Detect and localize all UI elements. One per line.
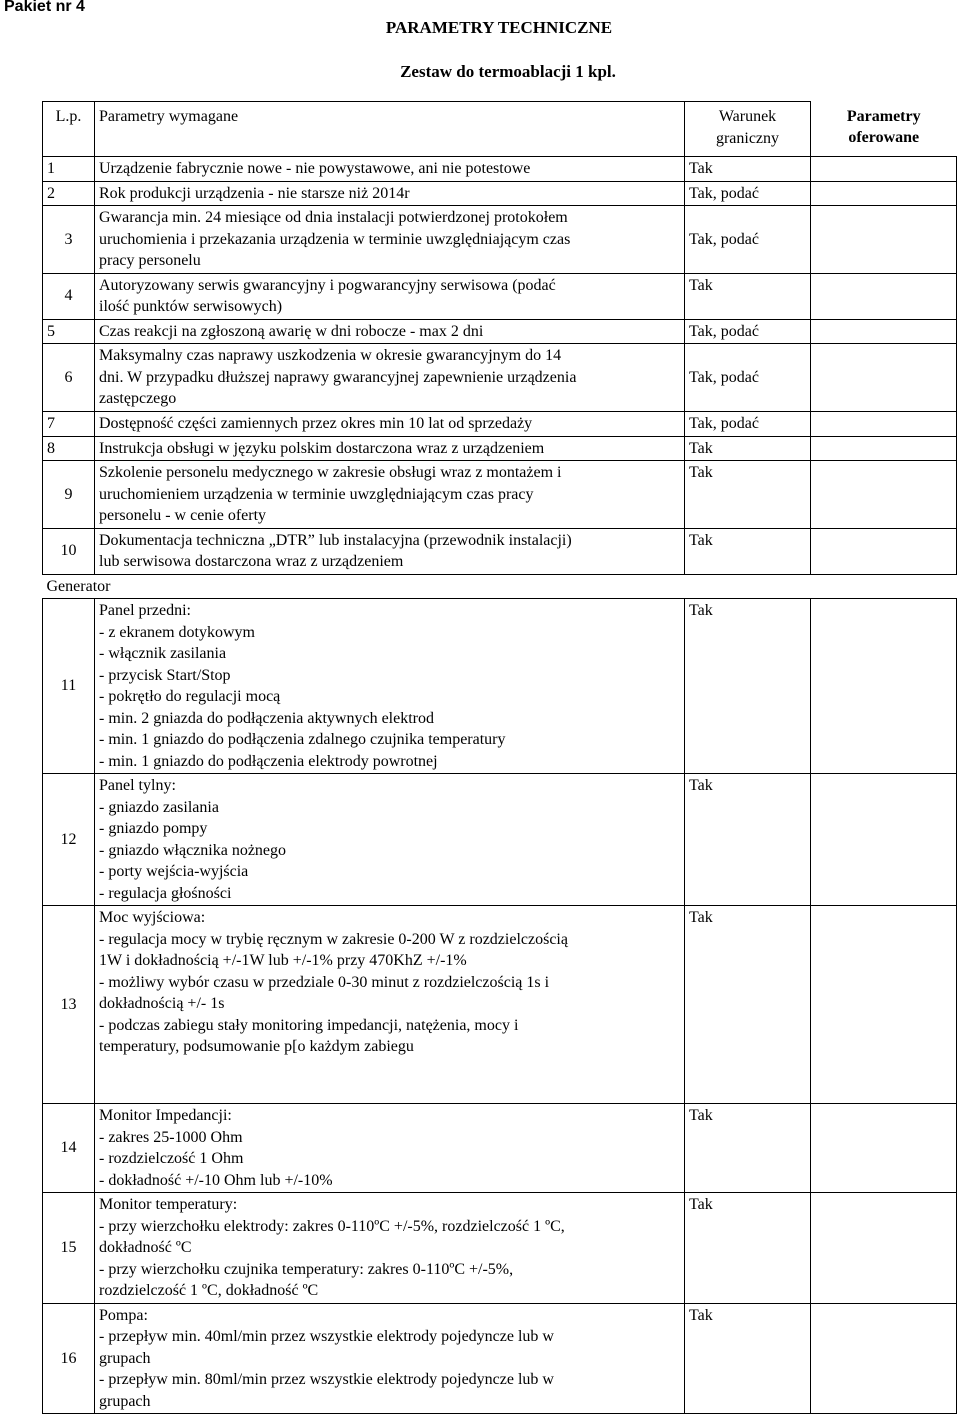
table-row: [43, 461, 957, 529]
parameter-line: Panel przedni:: [99, 602, 191, 619]
row-condition: Tak: [685, 461, 811, 529]
table-row: [43, 319, 957, 344]
row-parameter-text: [95, 774, 685, 906]
header-offered: Parametry oferowane: [811, 102, 957, 157]
header-params: Parametry wymagane: [95, 102, 685, 157]
row-parameter-text: [95, 157, 685, 182]
row-parameter-text: [95, 206, 685, 274]
row-offered[interactable]: [811, 273, 957, 319]
parameter-line: Monitor temperatury:: [99, 1196, 238, 1213]
parameter-line: - min. 2 gniazda do podłączenia aktywnych elektrod: [99, 709, 434, 727]
table-row: [43, 157, 957, 182]
row-number: 2: [43, 181, 95, 206]
section-row-generator: [43, 574, 957, 599]
row-parameter-text: [95, 181, 685, 206]
row-parameter-text: [95, 599, 685, 774]
row-number: 12: [43, 774, 95, 906]
row-number: 5: [43, 319, 95, 344]
row-parameter-text: [95, 412, 685, 437]
parameter-line: uruchomienia i przekazania urządzenia w terminie uwzględniającym czas: [99, 230, 571, 248]
parameter-line: Monitor Impedancji:: [99, 1107, 232, 1124]
row-condition: Tak, podać: [685, 344, 811, 412]
row-condition: Tak: [685, 774, 811, 906]
row-condition: Tak: [685, 906, 811, 1104]
table-row: [43, 599, 957, 774]
row-parameter-text: [95, 1303, 685, 1414]
parameter-line: - przepływ min. 80ml/min przez wszystkie elektrody pojedyncze lub w: [99, 1371, 554, 1388]
table-row: [43, 412, 957, 437]
table-row: [43, 181, 957, 206]
row-number: 16: [43, 1303, 95, 1414]
row-condition: Tak, podać: [685, 181, 811, 206]
parameter-line: dni. W przypadku dłuższej naprawy gwarancyjnej zapewnienie urządzenia: [99, 368, 577, 386]
row-number: 13: [43, 906, 95, 1104]
row-condition: Tak, podać: [685, 206, 811, 274]
parameters-table: [42, 101, 957, 1414]
parameter-line: - rozdzielczość 1 Ohm: [99, 1150, 244, 1167]
parameter-line: dokładność ºC: [99, 1239, 192, 1256]
parameter-line: Urządzenie fabrycznie nowe - nie powystawowe, ani nie potestowe: [99, 160, 531, 177]
parameter-line: Dostępność części zamiennych przez okres min 10 lat od sprzedaży: [99, 415, 533, 432]
parameter-line: Panel tylny:: [99, 777, 176, 794]
parameter-line: - przepływ min. 40ml/min przez wszystkie elektrody pojedyncze lub w: [99, 1328, 554, 1345]
parameter-line: pracy personelu: [99, 252, 201, 269]
row-number: 15: [43, 1193, 95, 1304]
parameter-line: ilość punktów serwisowych): [99, 298, 283, 315]
table-row: [43, 273, 957, 319]
page-title: PARAMETRY TECHNICZNE: [385, 18, 613, 37]
row-offered[interactable]: [811, 436, 957, 461]
row-offered[interactable]: [811, 774, 957, 906]
package-label: Pakiet nr 4: [4, 0, 85, 15]
parameter-line: - podczas zabiegu stały monitoring impedancji, natężenia, mocy i: [99, 1016, 519, 1034]
parameter-line: zastępczego: [99, 390, 177, 407]
parameter-line: - regulacja głośności: [99, 884, 232, 902]
parameter-line: Pompa:: [99, 1306, 148, 1324]
row-number: 10: [43, 528, 95, 574]
parameter-line: - dokładność +/-10 Ohm lub +/-10%: [99, 1171, 333, 1189]
parameter-line: - przy wierzchołku elektrody: zakres 0-110ºC +/-5%, rozdzielczość 1 ºC,: [99, 1217, 565, 1235]
parameter-line: grupach: [99, 1392, 151, 1410]
parameter-line: grupach: [99, 1349, 151, 1367]
row-condition: Tak: [685, 1104, 811, 1193]
parameter-line: - przy wierzchołku czujnika temperatury: zakres 0-110ºC +/-5%,: [99, 1260, 514, 1278]
row-number: 3: [43, 206, 95, 274]
parameter-line: Autoryzowany serwis gwarancyjny i pogwarancyjny serwisowa (podać: [99, 276, 556, 294]
parameter-line: - przycisk Start/Stop: [99, 666, 231, 684]
row-offered[interactable]: [811, 528, 957, 574]
row-parameter-text: [95, 1193, 685, 1304]
table-row: [43, 774, 957, 906]
row-parameter-text: [95, 273, 685, 319]
parameter-line: - min. 1 gniazdo do podłączenia elektrody powrotnej: [99, 752, 438, 770]
row-number: 7: [43, 412, 95, 437]
table-row: [43, 436, 957, 461]
parameter-line: - regulacja mocy w trybię ręcznym w zakresie 0-200 W z rozdzielczością: [99, 930, 568, 948]
page-subtitle: Zestaw do termoablacji 1 kpl.: [400, 62, 616, 81]
row-parameter-text: [95, 1104, 685, 1193]
table-header-row: [43, 102, 957, 157]
row-offered[interactable]: [811, 906, 957, 1104]
parameter-line: - pokrętło do regulacji mocą: [99, 688, 281, 705]
parameter-line: Maksymalny czas naprawy uszkodzenia w okresie gwarancyjnym do 14: [99, 347, 562, 364]
row-number: 1: [43, 157, 95, 182]
row-number: 14: [43, 1104, 95, 1193]
parameter-line: Rok produkcji urządzenia - nie starsze niż 2014r: [99, 184, 410, 202]
table-row: [43, 1193, 957, 1304]
parameter-line: - możliwy wybór czasu w przedziale 0-30 minut z rozdzielczością 1s i: [99, 973, 550, 991]
table-row: [43, 906, 957, 1104]
row-condition: Tak: [685, 1193, 811, 1304]
row-offered[interactable]: [811, 344, 957, 412]
parameter-line: Czas reakcji na zgłoszoną awarię w dni robocze - max 2 dni: [99, 322, 484, 340]
row-offered[interactable]: [811, 461, 957, 529]
header-condition: Warunek graniczny: [685, 102, 811, 157]
parameter-line: - gniazdo pompy: [99, 820, 208, 837]
row-offered[interactable]: [811, 206, 957, 274]
row-parameter-text: [95, 344, 685, 412]
table-row: [43, 1104, 957, 1193]
parameter-line: - porty wejścia-wyjścia: [99, 863, 249, 880]
row-parameter-text: [95, 528, 685, 574]
parameter-line: temperatury, podsumowanie p[o każdym zabiegu: [99, 1038, 414, 1055]
parameter-line: - gniazdo włącznika nożnego: [99, 841, 287, 859]
parameter-line: rozdzielczość 1 ºC, dokładność ºC: [99, 1282, 319, 1299]
parameter-line: Gwarancja min. 24 miesiące od dnia instalacji potwierdzonej protokołem: [99, 209, 568, 226]
parameter-line: lub serwisowa dostarczona wraz z urządzeniem: [99, 553, 404, 570]
row-condition: Tak, podać: [685, 319, 811, 344]
row-number: 6: [43, 344, 95, 412]
row-parameter-text: [95, 319, 685, 344]
row-offered[interactable]: [811, 1303, 957, 1414]
parameter-line: Moc wyjściowa:: [99, 909, 206, 926]
parameter-line: dokładnością +/- 1s: [99, 995, 225, 1012]
row-offered[interactable]: [811, 1193, 957, 1304]
parameter-line: - z ekranem dotykowym: [99, 623, 255, 641]
row-number: 11: [43, 599, 95, 774]
row-condition: Tak: [685, 273, 811, 319]
parameter-line: uruchomieniem urządzenia w terminie uwzględniającym czas pracy: [99, 485, 534, 503]
row-number: 4: [43, 273, 95, 319]
parameter-line: - zakres 25-1000 Ohm: [99, 1128, 243, 1146]
row-condition: Tak, podać: [685, 412, 811, 437]
row-offered[interactable]: [811, 181, 957, 206]
row-condition: Tak: [685, 1303, 811, 1414]
table-row: [43, 528, 957, 574]
row-condition: Tak: [685, 528, 811, 574]
row-offered[interactable]: [811, 157, 957, 182]
parameter-line: - gniazdo zasilania: [99, 798, 219, 816]
row-number: 8: [43, 436, 95, 461]
row-parameter-text: [95, 906, 685, 1104]
parameter-line: Dokumentacja techniczna „DTR” lub instalacyjna (przewodnik instalacji): [99, 531, 572, 549]
parameter-line: Szkolenie personelu medycznego w zakresie obsługi wraz z montażem i: [99, 464, 562, 481]
parameter-line: - włącznik zasilania: [99, 645, 227, 662]
row-offered[interactable]: [811, 1104, 957, 1193]
row-condition: Tak: [685, 599, 811, 774]
row-offered[interactable]: [811, 412, 957, 437]
row-offered[interactable]: [811, 599, 957, 774]
table-row: [43, 206, 957, 274]
parameter-line: 1W i dokładnością +/-1W lub +/-1% przy 470KhZ +/-1%: [99, 952, 467, 969]
header-lp: L.p.: [43, 102, 95, 157]
parameter-line: personelu - w cenie oferty: [99, 507, 267, 524]
parameter-line: - min. 1 gniazdo do podłączenia zdalnego czujnika temperatury: [99, 731, 506, 748]
row-condition: Tak: [685, 157, 811, 182]
row-number: 9: [43, 461, 95, 529]
table-row: [43, 344, 957, 412]
row-parameter-text: [95, 461, 685, 529]
row-offered[interactable]: [811, 319, 957, 344]
section-generator-title: Generator: [43, 574, 957, 599]
table-row: [43, 1303, 957, 1414]
row-condition: Tak: [685, 436, 811, 461]
row-parameter-text: [95, 436, 685, 461]
parameter-line: Instrukcja obsługi w języku polskim dostarczona wraz z urządzeniem: [99, 439, 545, 457]
